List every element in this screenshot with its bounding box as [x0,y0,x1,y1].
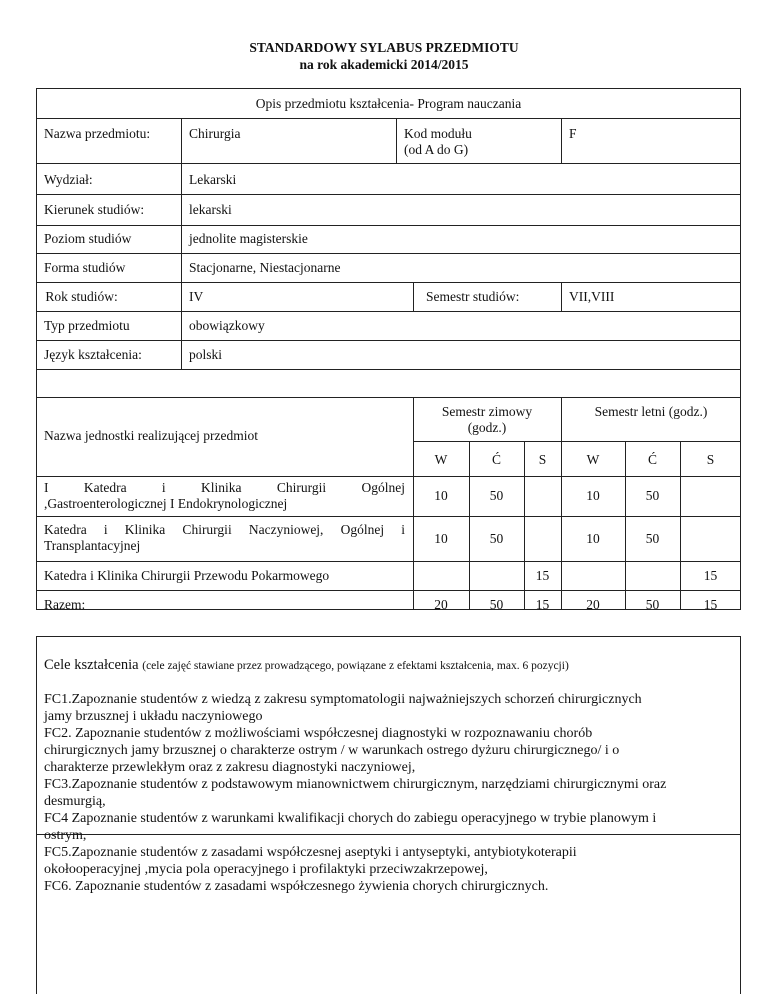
goal-line: FC2. Zapoznanie studentów z możliwościami współczesnej diagnostyki w rozpoznawaniu chorób [44,726,593,741]
goal-line: jamy brzusznej i układu naczyniowego [44,709,263,724]
label-field-of-study: Kierunek studiów: [44,202,145,217]
value-course-name: Chirurgia [189,126,241,141]
cell: 50 [489,531,504,546]
goal-line: FC1.Zapoznanie studentów z wiedzą z zakresu symptomatologii najważniejszych schorzeń chirurgicznych [44,692,642,707]
goal-line: FC5.Zapoznanie studentów z zasadami współczesnej aseptyki i antyseptyki, antybiotykoterapii [44,845,577,860]
label-module-code: Kod modułu [404,126,472,141]
academic-year: na rok akademicki 2014/2015 [299,57,469,72]
unit-name-row1-cont: ,Gastroenterologicznej I Endokrynologicznej [44,496,288,511]
col-summer-w: W [586,452,600,467]
goals-heading-title: Cele kształcenia [44,657,139,673]
goal-line: ostrym, [44,828,87,843]
cell: 50 [645,488,660,503]
goal-line: FC3.Zapoznanie studentów z podstawowym mianownictwem chirurgicznym, narzędziami chirurgicznymi oraz [44,777,667,792]
goal-line: charakterze przewlekłym oraz z zakresu diagnostyki naczyniowej, [44,760,416,775]
label-course-type: Typ przedmiotu [44,318,130,333]
unit-header: Nazwa jednostki realizującej przedmiot [44,428,259,443]
goal-line: chirurgicznych jamy brzusznej o charakterze ostrym / w warunkach ostrego dyżuru chirurgicznego/ i o [44,743,620,758]
goals-heading [44,657,744,674]
col-winter-c: Ć [491,452,501,467]
label-study-form: Forma studiów [44,260,126,275]
col-winter-s: S [538,452,547,467]
unit-name-row1: I Katedra i Klinika Chirurgii Ogólnej [44,480,405,495]
total-cell: 20 [434,597,448,612]
value-faculty: Lekarski [189,172,237,187]
goal-line: desmurgią, [44,794,106,809]
goal-line: okołooperacyjnej ,mycia pola operacyjnego i profilaktyki przeciwzakrzepowej, [44,862,488,877]
unit-name-row3: Katedra i Klinika Chirurgii Przewodu Pokarmowego [44,568,330,583]
total-cell: 15 [535,597,550,612]
unit-name-row2: Katedra i Klinika Chirurgii Naczyniowej, Ogólnej i [44,522,405,537]
label-language: Język kształcenia: [44,347,142,362]
value-semester: VII,VIII [569,289,615,304]
winter-semester-unit: (godz.) [467,420,507,435]
col-winter-w: W [434,452,448,467]
value-study-level: jednolite magisterskie [189,231,308,246]
total-cell: 50 [645,597,660,612]
col-summer-s: S [706,452,715,467]
goals-heading-note: (cele zajęć stawiane przez prowadzącego, powiązane z efektami kształcenia, max. 6 pozycji) [142,660,569,672]
value-module-code: F [569,126,577,141]
label-course-name: Nazwa przedmiotu: [44,126,151,141]
cell: 10 [434,488,448,503]
label-study-level: Poziom studiów [44,231,132,246]
cell: 15 [703,568,718,583]
label-module-code-range: (od A do G) [404,142,469,157]
label-study-year: Rok studiów: [42,289,118,304]
total-label: Razem: [44,597,86,612]
summer-semester-header: Semestr letni (godz.) [594,404,708,419]
total-cell: 20 [586,597,600,612]
cell: 50 [645,531,660,546]
cell: 15 [535,568,550,583]
document-title: STANDARDOWY SYLABUS PRZEDMIOTU [249,40,519,55]
goal-line: FC6. Zapoznanie studentów z zasadami współczesnego żywienia chorych chirurgicznych. [44,879,549,894]
cell: 10 [586,531,600,546]
col-summer-c: Ć [647,452,657,467]
cell: 10 [586,488,600,503]
value-course-type: obowiązkowy [189,318,265,333]
value-study-year: IV [189,289,204,304]
value-field-of-study: lekarski [189,202,232,217]
value-study-form: Stacjonarne, Niestacjonarne [189,260,341,275]
table-caption: Opis przedmiotu kształcenia- Program nauczania [255,96,522,111]
value-language: polski [189,347,223,362]
cell: 50 [489,488,504,503]
winter-semester-header: Semestr zimowy [441,404,533,419]
unit-name-row2-cont: Transplantacyjnej [44,538,141,553]
goal-line: FC4 Zapoznanie studentów z warunkami kwalifikacji chorych do zabiegu operacyjnego w trybie planowym i [44,811,657,826]
label-semester: Semestr studiów: [426,289,520,304]
total-cell: 50 [489,597,504,612]
total-cell: 15 [703,597,718,612]
cell: 10 [434,531,448,546]
label-faculty: Wydział: [44,172,93,187]
